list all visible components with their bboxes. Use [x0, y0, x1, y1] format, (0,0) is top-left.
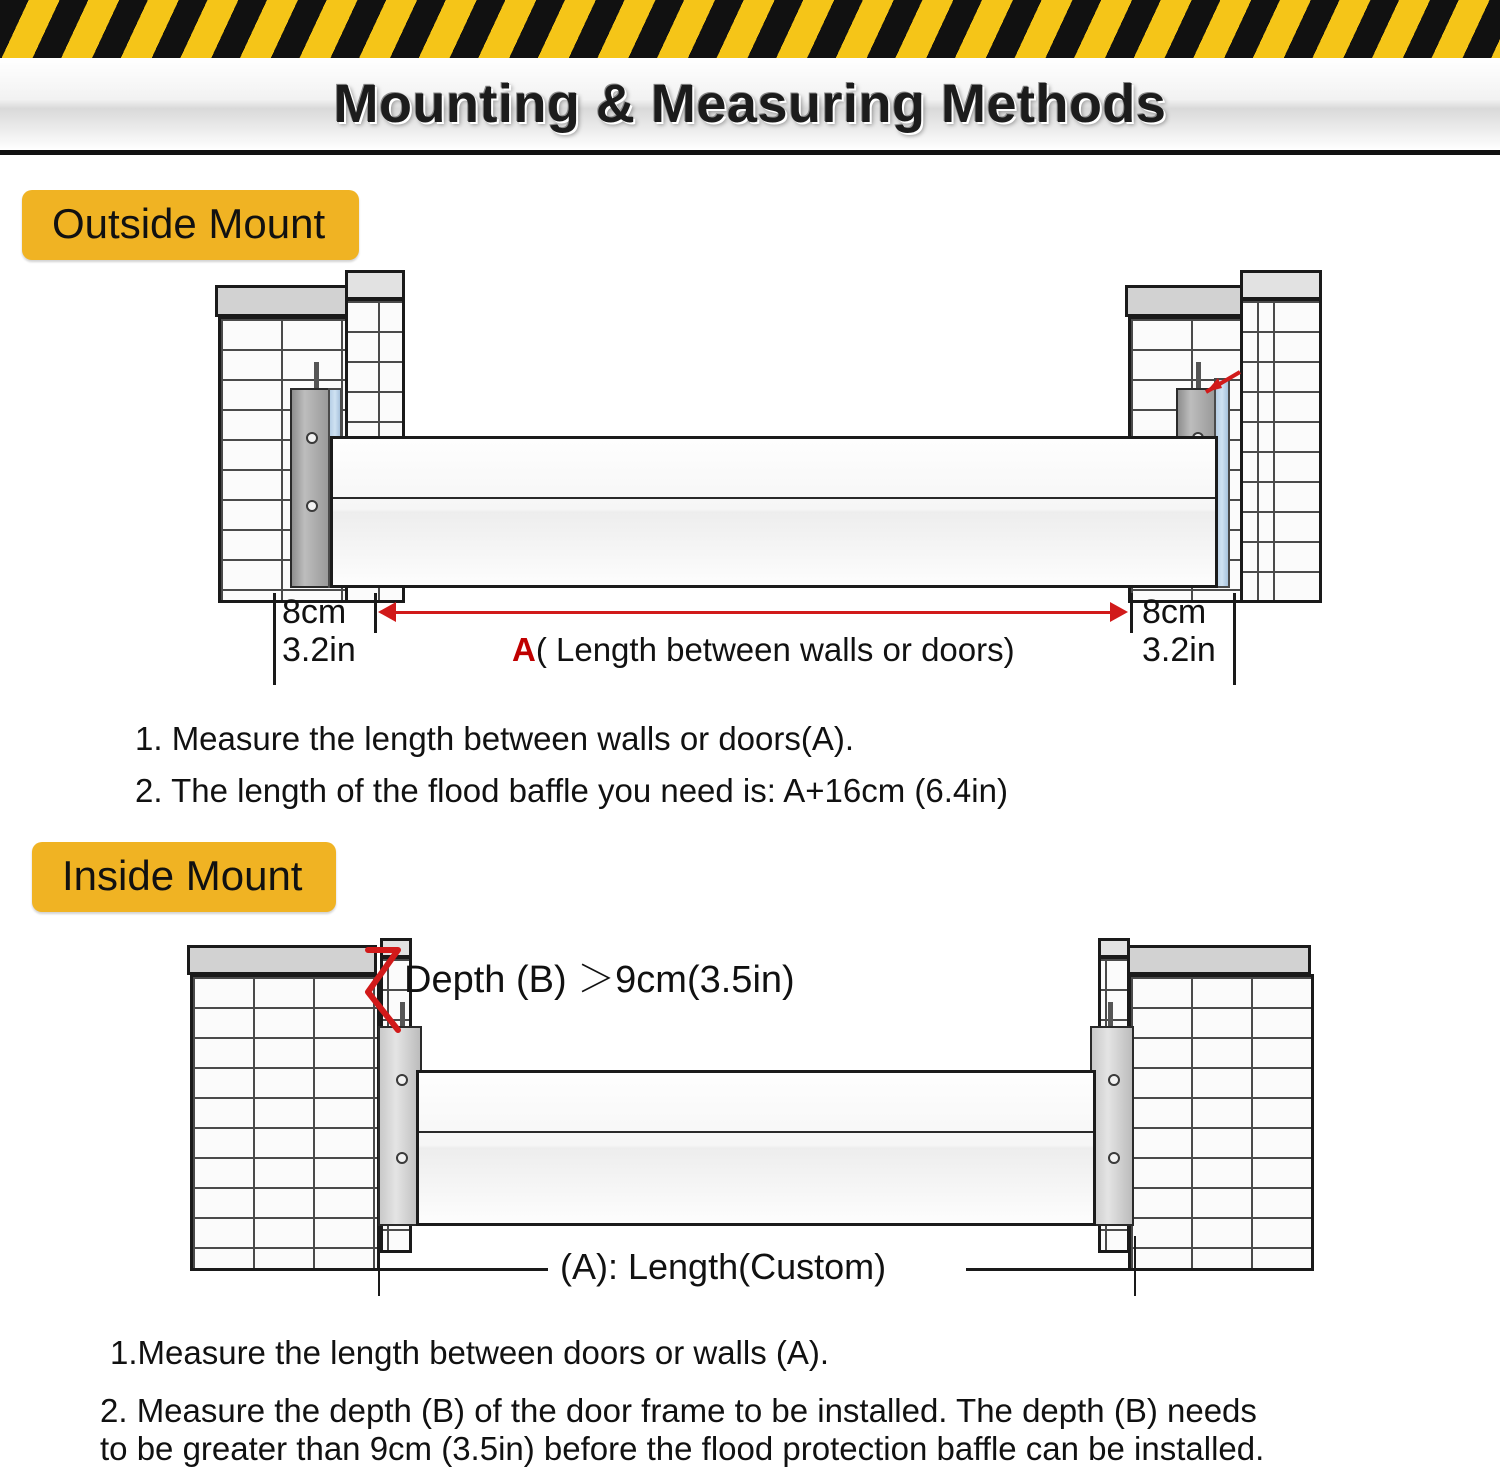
- bracket-hole: [396, 1152, 408, 1164]
- depth-requirement-label: Depth (B) ＞9cm(3.5in): [404, 959, 795, 1001]
- inside-step-1: 1.Measure the length between doors or walls (A).: [110, 1334, 830, 1371]
- inside-step-2-line-1: [100, 1390, 1257, 1431]
- title-banner: [0, 58, 1500, 155]
- dimension-arrow-left-icon: [378, 602, 396, 622]
- length-a-caption: [512, 631, 1015, 669]
- measure-caption-text: ( Length between walls or doors): [535, 631, 1015, 668]
- inside-step-2-text-a: 2. Measure the depth (B) of the door frame to be installed. The depth (B) needs: [100, 1392, 1257, 1429]
- depth-b-marker-icon: [358, 944, 410, 1036]
- pillar-top-face: [1125, 945, 1311, 975]
- return-wall-top: [1098, 938, 1130, 958]
- length-a-line-left: [378, 1268, 548, 1271]
- section-badge-inside-mount: Inside Mount: [32, 842, 336, 912]
- length-a-line-right: [966, 1268, 1136, 1271]
- outside-step-1: 1. Measure the length between walls or doors(A).: [135, 720, 855, 757]
- flood-baffle-panel: [330, 436, 1218, 588]
- dim-tick-left-inside: [378, 1236, 380, 1296]
- return-wall-top: [345, 270, 405, 300]
- pillar-top-face: [187, 945, 377, 975]
- page-title: Mounting & Measuring Methods: [333, 74, 1167, 134]
- right-mount-bracket-inside: [1090, 1026, 1134, 1226]
- outside-step-2: 2. The length of the flood baffle you need is: A+16cm (6.4in): [135, 772, 1008, 809]
- right-pillar-return-wall: [1240, 270, 1322, 603]
- dim-tick-right-inner: [1130, 593, 1133, 633]
- length-a-dimension-line: [392, 611, 1114, 614]
- install-direction-arrow-icon: [1188, 366, 1248, 402]
- return-wall-top: [1240, 270, 1322, 300]
- dimension-arrow-right-icon: [1110, 602, 1128, 622]
- inside-step-2-line-2: to be greater than 9cm (3.5in) before the flood protection baffle can be installed.: [100, 1430, 1265, 1467]
- left-offset-dimension: 8cm 3.2in: [282, 593, 356, 670]
- bracket-hole: [306, 432, 318, 444]
- section-badge-outside-mount: Outside Mount: [22, 190, 359, 260]
- left-top-rod: [314, 362, 319, 390]
- dim-tick-right-outer: [1233, 593, 1236, 685]
- pillar-brick-face: [190, 974, 380, 1271]
- dim-tick-left-outer: [273, 593, 276, 685]
- bracket-hole: [1108, 1152, 1120, 1164]
- length-custom-caption: (A): Length(Custom): [560, 1246, 887, 1287]
- flood-baffle-panel-inside: [416, 1070, 1096, 1226]
- measure-marker-a: A: [512, 631, 536, 668]
- outside-mount-dimensions: [0, 575, 1500, 685]
- dim-tick-right-inside: [1134, 1236, 1136, 1296]
- left-wall-pillar-inside: [190, 948, 380, 1253]
- left-mount-bracket: [290, 388, 330, 588]
- panel-seam: [419, 1131, 1093, 1133]
- bracket-hole: [396, 1074, 408, 1086]
- right-offset-dimension: 8cm 3.2in: [1142, 593, 1216, 670]
- dim-tick-left-inner: [374, 593, 377, 633]
- inside-mount-dimensions: [0, 1228, 1500, 1308]
- hazard-stripe-banner: [0, 0, 1500, 61]
- bracket-hole: [306, 500, 318, 512]
- pillar-brick-face: [1128, 974, 1314, 1271]
- right-wall-pillar-inside: [1128, 948, 1314, 1253]
- bracket-hole: [1108, 1074, 1120, 1086]
- return-wall-brick-face: [1240, 298, 1322, 603]
- panel-seam: [333, 497, 1215, 499]
